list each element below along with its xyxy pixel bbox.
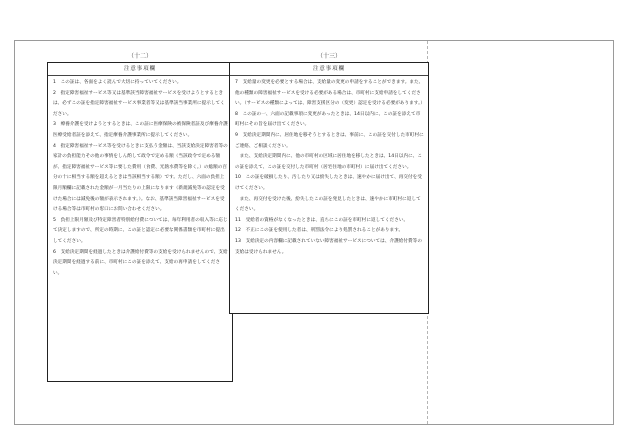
note-item-8: 8 この証の一、六面の記載事項に変更があったときは、14日以内に、この証を添えて市町村にその旨を届け出てください。	[235, 111, 421, 128]
notes-frame	[47, 62, 233, 382]
panel-number: （十二）	[127, 53, 152, 60]
note-item-11: 11 受給者の資格がなくなったときは、直ちにこの証を市町村に返してください。	[235, 217, 409, 223]
notes-frame	[229, 62, 429, 314]
notes-header: 注意事項欄	[48, 63, 232, 76]
note-item-5: 5 負担上限月額及び特定障害者特別給付費については、毎年利用者の収入等に応じて決定しますので、所定の時期に、この証と認定に必要な関係書類を市町村に提出してください。	[53, 217, 228, 244]
note-item-10-cont: また、再交付を受けた後、紛失したこの証を発見したときは、速やかに市町村に返してください。	[235, 196, 421, 213]
panel-number: （十三）	[316, 53, 341, 60]
note-item-7: 7 支給量の変更を必要とする場合は、支給量の変更の申請をすることができます。また、他の種類の障害福祉サービスを受ける必要がある場合は、市町村に支給申請をしてください。（サービスの種類によっては、障害支援区分の（変更）認定を受ける必要があります。）	[235, 80, 426, 107]
note-item-6: 6 支給決定期間を経過したときは介護給付費等の支給を受けられませんので、支給決定期間を経過する前に、市町村にこの証を添えて、支給の再申請をしてください。	[53, 249, 228, 276]
notes-body	[230, 76, 428, 258]
document-sheet	[14, 40, 614, 425]
note-item-1: 1 この証は、各面をよく読んで大切に持っていてください。	[53, 80, 182, 85]
note-item-3: 3 療養介護を受けようとするときは、この証に医療保険の被保険者証及び療養介護医療受給者証を添えて、指定療養介護事業所に提示してください。	[53, 122, 228, 138]
notes-body	[48, 76, 232, 279]
panel-13	[229, 41, 429, 314]
note-item-4: 4 指定障害福祉サービス等を受けるときに支払う金額は、当該支給決定障害者等の家計の負担能力その他の事情をしん酌して政令で定める額（当該政令で定める額が、指定障害福祉サービス等に要した費用（食費、光熱水費等を除く。）の総額の百分の十に相当する額を超えるときは当該相当する額）です。ただし、六面の負担上限月額欄に記載された金額が一月当たりの上限になります（新規減免等の認定を受けた場合には減免後の額が表示されます。）。なお、基準該当障害福祉サービスを受ける場合等は市町村の窓口にお問い合わせください。	[53, 143, 228, 213]
notes-header: 注意事項欄	[230, 63, 428, 76]
note-item-9: 9 支給決定期間内に、居住地を移そうとするときは、事前に、この証を交付した市町村にご連絡、ご相談ください。	[235, 132, 424, 149]
note-item-9-cont: また、支給決定期間内に、他の市町村の区域に居住地を移したときは、14日以内に、この証を添えて、この証を交付した市町村（居宅住地の市町村）に届け出てください。	[235, 154, 423, 170]
note-item-13: 13 支給決定の内容欄に記載されていない障害福祉サービスについては、介護給付費等の支給は受けられません。	[235, 238, 422, 255]
panel-12	[47, 41, 233, 382]
note-item-12: 12 不正にこの証を使用した者は、刑罰法令により処罰されることがあります。	[235, 228, 404, 234]
note-item-10: 10 この証を破損したり、汚したり又は紛失したときは、速やかに届け出て、再交付を受けてください。	[235, 175, 422, 191]
note-item-2: 2 指定障害福祉サービス等又は基準該当障害福祉サービスを受けようとするときは、必ずこの証を指定障害福祉サービス事業者等又は基準該当事業所に提示してください。	[53, 90, 225, 117]
